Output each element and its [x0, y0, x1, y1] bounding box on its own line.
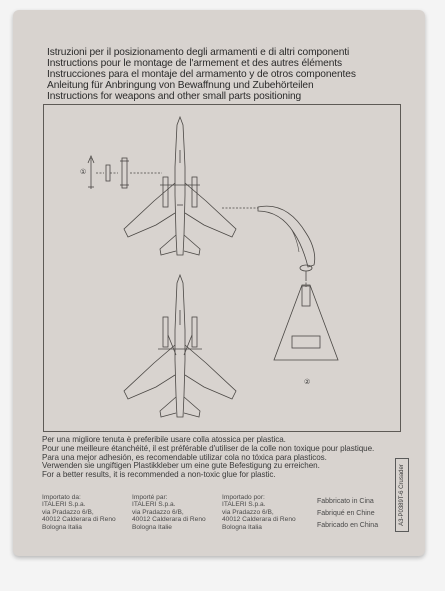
importer-line: via Pradazzo 6/B, — [132, 508, 184, 516]
importer-line: 40012 Calderara di Reno — [42, 516, 116, 524]
note-line-it: Per una migliore tenuta è preferibile usare colla atossica per plastica. — [42, 435, 286, 444]
product-code: A3-P0389T-6 Crusader — [399, 464, 405, 526]
aircraft-top-view-lower — [124, 275, 236, 417]
note-line-es: Para una mejor adhesión, es recomendable utilizar cola no tóxica para plasticos. — [42, 452, 327, 462]
stand-base-part — [274, 285, 338, 360]
importer-block-it — [42, 494, 134, 531]
importer-block-fr — [132, 494, 224, 531]
made-in-line-fr: Fabriqué en Chine — [317, 510, 375, 517]
instructions-title — [47, 47, 397, 102]
importer-line: ITALERI S.p.a. — [132, 501, 176, 509]
importer-line: ITALERI S.p.a. — [222, 501, 266, 509]
note-line-de: Verwenden sie ungiftigen Plastikkleber um eine gute Befestigung zu erreichen. — [42, 461, 320, 471]
note-line-fr: Pour une meilleure étanchéité, il est préférable d'utiliser de la colle non toxique pour plastique. — [42, 443, 375, 453]
glue-notes — [42, 436, 402, 480]
importer-line: 40012 Calderara di Reno — [222, 516, 296, 524]
importer-line: Importato da: — [42, 494, 81, 501]
importer-line: Bologna Italia — [222, 523, 262, 531]
importer-line: 40012 Calderara di Reno — [132, 516, 206, 524]
importer-line: via Pradazzo 6/B, — [42, 508, 94, 516]
missile-part-2 — [120, 158, 129, 188]
importer-line: via Pradazzo 6/B, — [222, 508, 274, 516]
importer-line: Bologna Italia — [42, 523, 82, 531]
made-in-line-es: Fabricado en China — [317, 522, 379, 529]
missile-part-1 — [88, 156, 94, 189]
step-1-label: ① — [80, 168, 87, 176]
note-line-en: For a better results, it is recommended a non-toxic glue for plastic. — [42, 470, 276, 480]
importer-line: Importado por: — [222, 494, 265, 501]
importer-line: ITALERI S.p.a. — [42, 501, 86, 509]
title-line-es: Instrucciones para el montaje del armamento y de otros componentes — [47, 69, 356, 80]
title-line-de: Anleitung für Anbringung von Bewaffnung und Zubehörteilen — [47, 80, 314, 91]
importer-line: Importé par: — [132, 494, 168, 501]
product-code-box — [395, 458, 409, 532]
made-in-line-it: Fabbricato in Cina — [317, 498, 374, 505]
assembly-diagram — [43, 104, 401, 432]
adapter-part — [106, 165, 118, 181]
aircraft-top-view-upper — [124, 117, 236, 255]
title-line-it: Istruzioni per il posizionamento degli armamenti e di altri componenti — [47, 47, 350, 58]
importer-block-es — [222, 494, 314, 531]
made-in-block — [317, 496, 378, 532]
title-line-en: Instructions for weapons and other small parts positioning — [47, 91, 302, 102]
title-line-fr: Instructions pour le montage de l'armement et des autres éléments — [47, 58, 343, 69]
stand-arm-part — [258, 206, 315, 279]
step-2-label: ② — [304, 378, 311, 386]
importer-line: Bologna Italie — [132, 523, 172, 531]
